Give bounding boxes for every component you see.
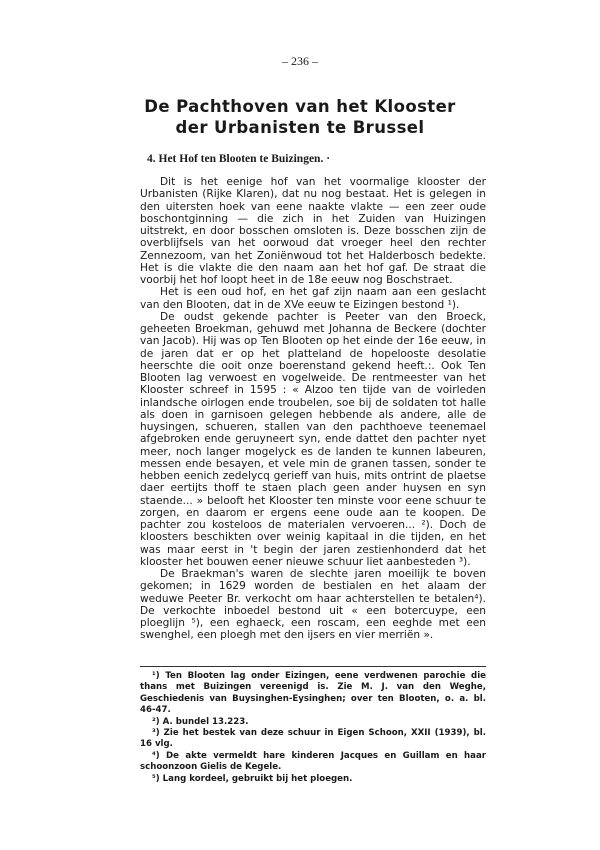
- page-number: – 236 –: [282, 54, 318, 68]
- body-text: [140, 176, 486, 642]
- paragraph: De oudst gekende pachter is Peeter van den Broeck, geheeten Broekman, gehuwd met Johanna de Beckere (dochter van Jacob). Hij was op Ten Blooten op het einde der 16e eeuw, in de jaren dat er op het platteland de hopelooste desolatie heerschte die ooit onze boerenstand gekend heeft.:. Ook Ten Blooten lag verwoest en vogelweide. De rentmeester van het Klooster schreef in 1595 : « Alzoo ten tijde van de voirleden inlandsche oirlogen ende troubelen, soe bij de soldaten tot halle als doen in garnisoen gelegen hebbende als andere, alle de huysingen, schueren, stallen van den pachthoeve teenemael afgebroken ende geruyneert syn, ende dattet den pachter nyet meer, noch langer mogelyck es de landen te kunnen labeuren, messen ende besayen, et vele min de granen tassen, sonder te hebben eenich zedelycq gerieff van huis, mits ontrint de plaetse daer eertijts thoff te staen plach geen ander huysen en syn staende... » belooft het Klooster ten minste voor eene schuur te zorgen, en daarom er ergens eene oude aan te koopen. De pachter zou kosteloos de materialen vervoeren... ²). Doch de kloosters beschikten over weinig kapitaal in die tijden, en het was maar eerst in 't begin der jaren zestienhonderd dat het klooster het bouwen eener nieuwe schuur liet aanbesteden ³).: [140, 310, 486, 568]
- footnotes: [140, 671, 486, 785]
- article-title-line-1: De Pachthoven van het Klooster: [144, 97, 456, 116]
- footnote: ²) A. bundel 13.223.: [152, 716, 249, 727]
- paragraph: Dit is het eenige hof van het voormalige klooster der Urbanisten (Rijke Klaren), dat nu nog bestaat. Het is gelegen in den uitersten hoek van eene naakte vlakte — een zeer oude boschontginning — die zich in het Zuiden van Huizingen uitstrekt, en door bosschen omsloten is. Deze bosschen zijn de overblijfsels van het oorwoud dat vroeger heel den rechter Zennezoom, van het Zoniënwoud tot het Halderbosch bedekte. Het is die vlakte die den naam aan het hof gaf. De straat die voorbij het hof loopt heet in de 18e eeuw nog Boschstraet.: [140, 176, 486, 286]
- section-heading: 4. Het Hof ten Blooten te Buizingen. ·: [147, 153, 331, 165]
- footnote: ¹) Ten Blooten lag onder Eizingen, eene verdwenen parochie die thans met Buizingen vereenigd is. Zie M. J. van den Weghe, Geschiedenis van Buysinghen-Eysinghen; over ten Blooten, o. a. bl. 46-47.: [140, 671, 486, 716]
- footnote: ⁴) De akte vermeldt hare kinderen Jacques en Guillam en haar schoonzoon Gielis de Kegele.: [140, 750, 486, 773]
- paragraph: De Braekman's waren de slechte jaren moeilijk te boven gekomen; in 1629 worden de bestialen en het alaam der weduwe Peeter Br. verkocht om haar achterstellen te betalen⁴). De verkochte inboedel bestond uit « een botercuype, een ploeglijn ⁵), een eghaeck, een roscam, een eeghde met een swenghel, een ploegh met den ijsers en vier merriën ».: [140, 568, 486, 642]
- article-title-line-2: der Urbanisten te Brussel: [175, 118, 425, 137]
- footnote: ³) Zie het bestek van deze schuur in Eigen Schoon, XXII (1939), bl. 16 vlg.: [140, 728, 486, 750]
- paragraph: Het is een oud hof, en het gaf zijn naam aan een geslacht van den Blooten, dat in de XVe eeuw te Eizingen bestond ¹).: [140, 286, 486, 311]
- footnote: ⁵) Lang kordeel, gebruikt bij het ploegen.: [152, 773, 353, 784]
- footnote-divider: [140, 666, 486, 667]
